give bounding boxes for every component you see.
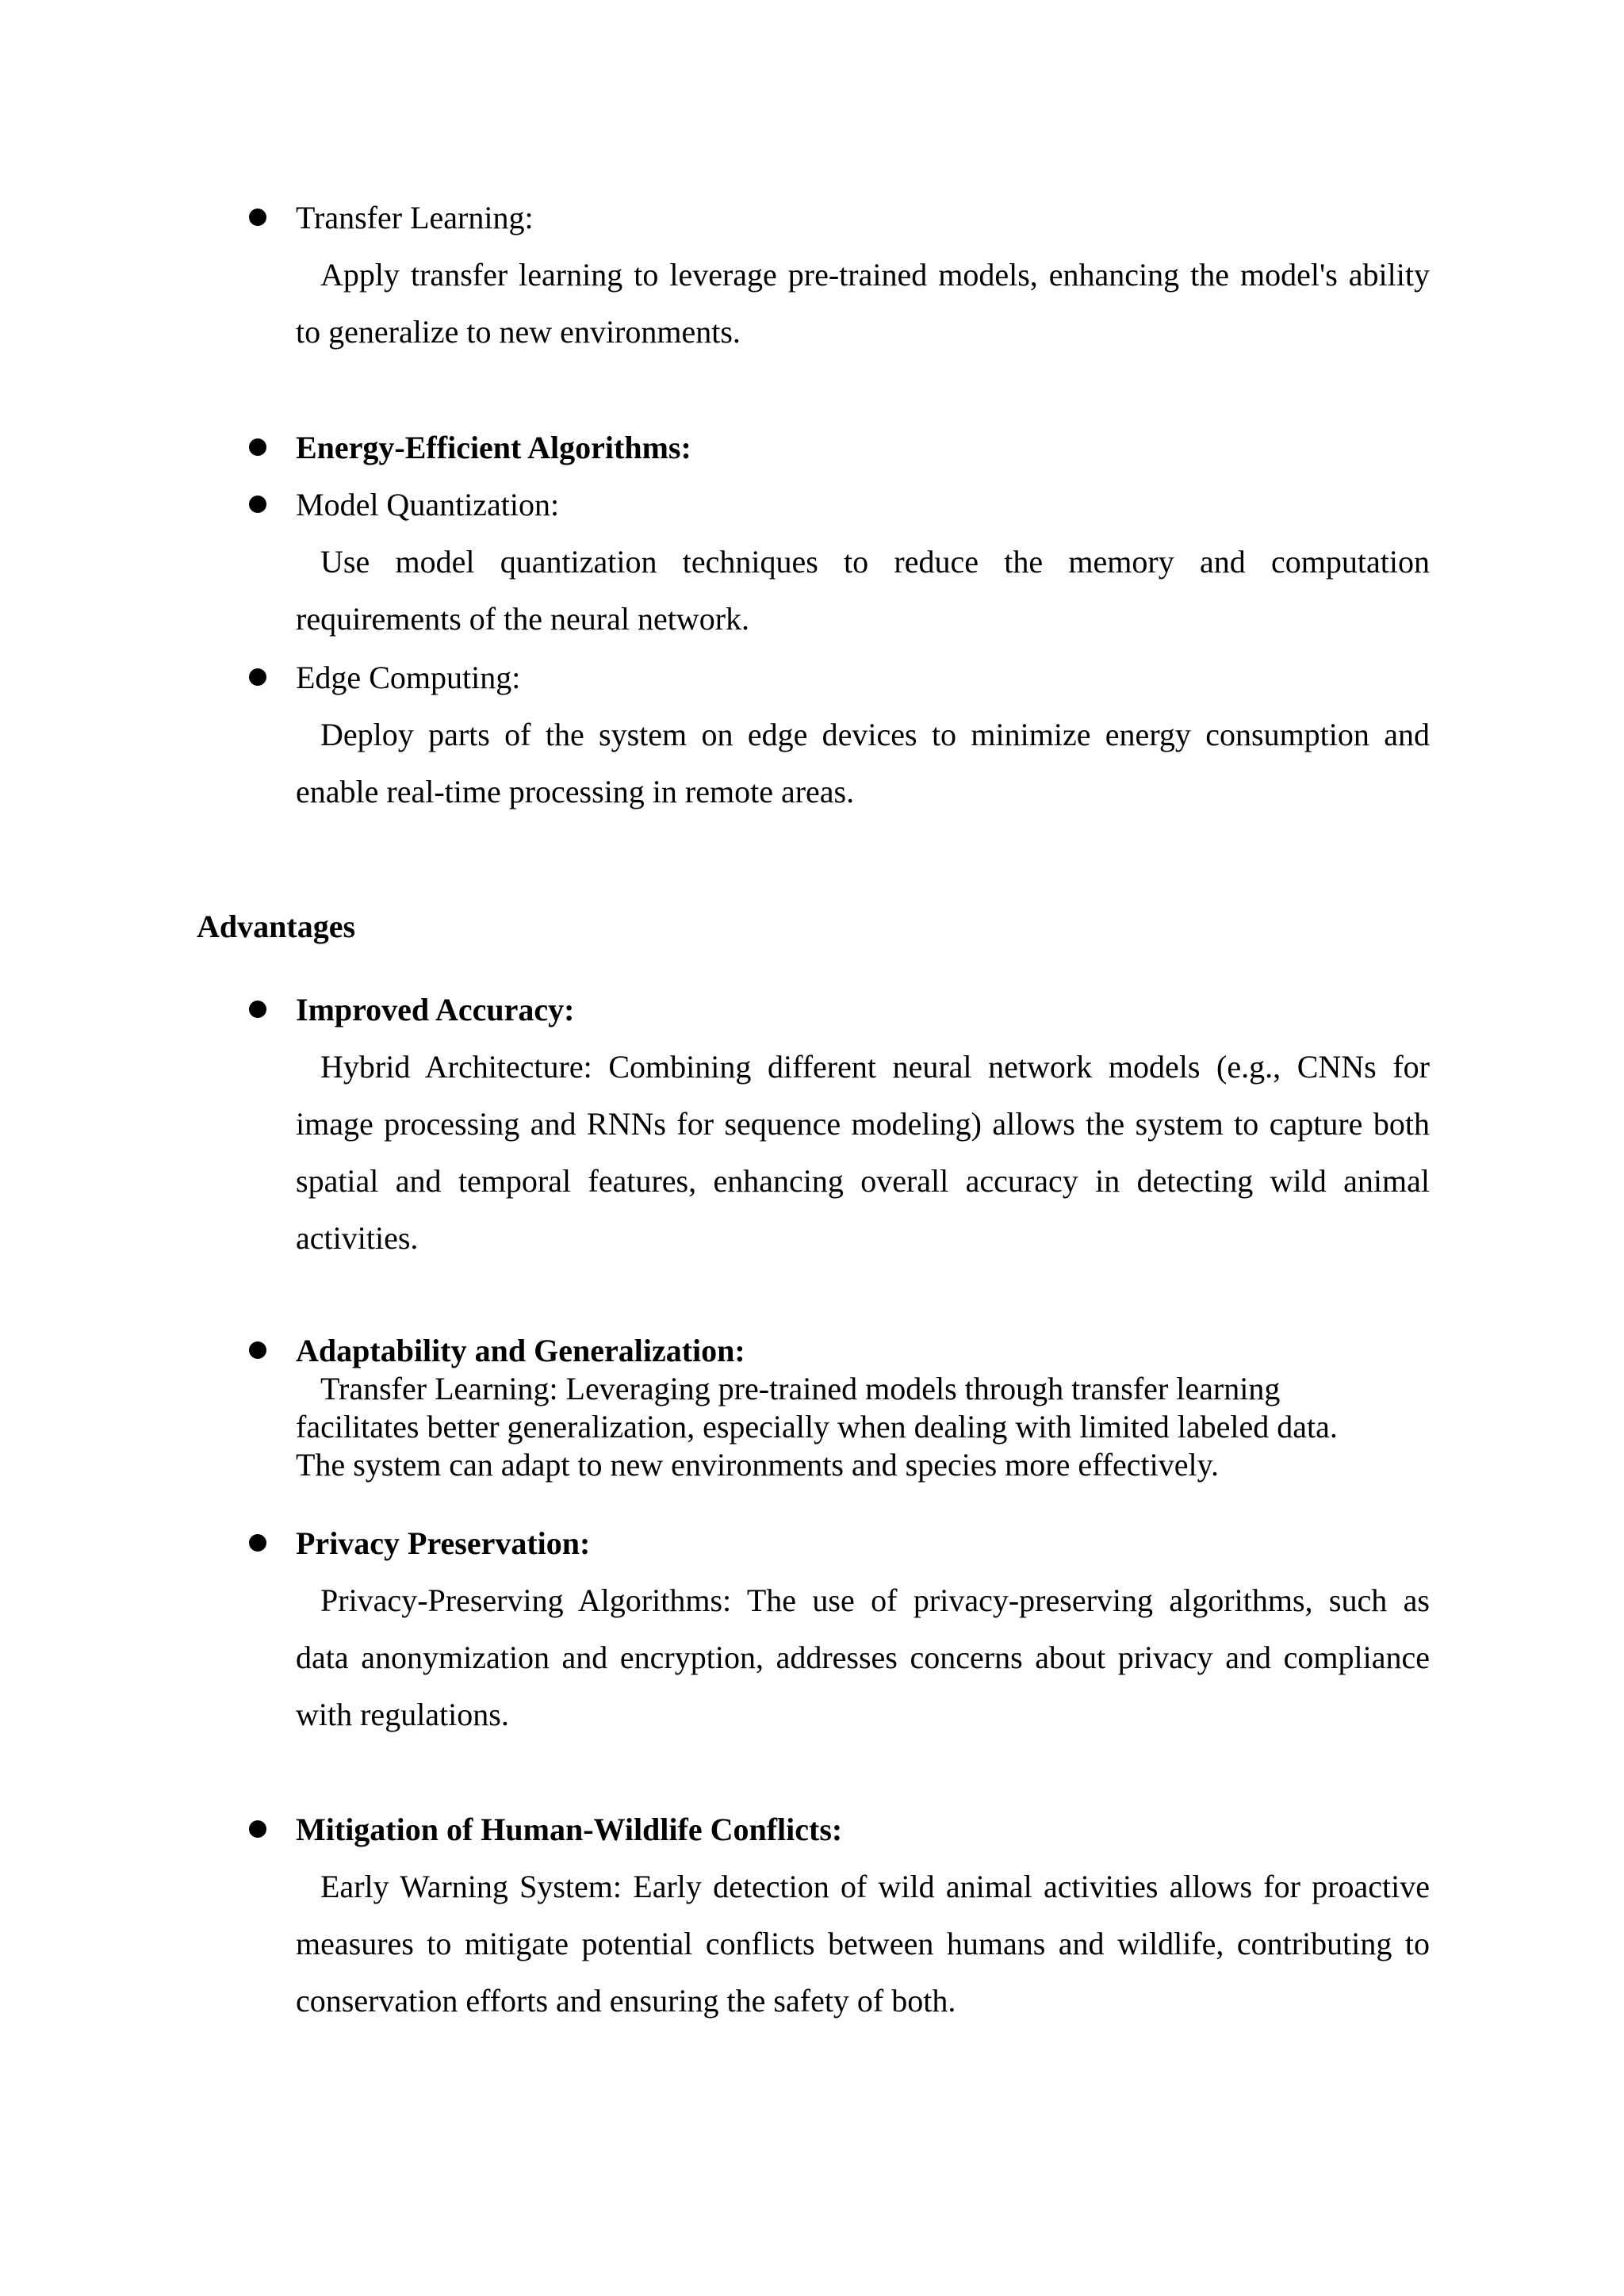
transfer-learning-title: Transfer Learning:	[296, 200, 534, 235]
transfer-learning-line-1: Apply transfer learning to leverage pre-trained models, enhancing the model's ability	[320, 257, 1430, 293]
bullet-icon	[249, 496, 266, 513]
adaptability-line-1: Transfer Learning: Leveraging pre-trained models through transfer learning	[320, 1371, 1281, 1406]
privacy-title: Privacy Preservation:	[296, 1525, 591, 1561]
mitigation-line-3: conservation efforts and ensuring the safety of both.	[296, 1983, 956, 2019]
model-quantization-line-2: requirements of the neural network.	[296, 601, 750, 637]
privacy-line-1: Privacy-Preserving Algorithms: The use of privacy-preserving algorithms, such as	[320, 1582, 1430, 1618]
bullet-icon	[249, 1534, 266, 1552]
privacy-line-3: with regulations.	[296, 1697, 509, 1732]
improved-accuracy-title: Improved Accuracy:	[296, 992, 575, 1027]
adaptability-line-3: The system can adapt to new environments and species more effectively.	[296, 1447, 1220, 1483]
edge-computing-line-2: enable real-time processing in remote areas.	[296, 774, 855, 809]
mitigation-line-2: measures to mitigate potential conflicts between humans and wildlife, contributing to	[296, 1926, 1430, 1961]
bullet-icon	[249, 1001, 266, 1018]
improved-accuracy-line-2: image processing and RNNs for sequence modeling) allows the system to capture both	[296, 1106, 1430, 1142]
model-quantization-title: Model Quantization:	[296, 487, 560, 522]
bullet-icon	[249, 1341, 266, 1359]
mitigation-title: Mitigation of Human-Wildlife Conflicts:	[296, 1812, 843, 1847]
bullet-icon	[249, 438, 266, 456]
bullet-icon	[249, 209, 266, 226]
model-quantization-line-1: Use model quantization techniques to reduce the memory and computation	[320, 544, 1430, 580]
edge-computing-title: Edge Computing:	[296, 660, 521, 695]
improved-accuracy-line-3: spatial and temporal features, enhancing overall accuracy in detecting wild animal	[296, 1163, 1430, 1199]
adaptability-line-2: facilitates better generalization, especially when dealing with limited labeled data.	[296, 1409, 1338, 1445]
improved-accuracy-line-4: activities.	[296, 1220, 419, 1256]
mitigation-line-1: Early Warning System: Early detection of wild animal activities allows for proactive	[320, 1869, 1430, 1904]
bullet-icon	[249, 1820, 266, 1838]
bullet-icon	[249, 668, 266, 686]
adaptability-title: Adaptability and Generalization:	[296, 1333, 745, 1368]
energy-efficient-title: Energy-Efficient Algorithms:	[296, 430, 691, 465]
transfer-learning-line-2: to generalize to new environments.	[296, 314, 741, 350]
advantages-heading: Advantages	[197, 909, 356, 944]
privacy-line-2: data anonymization and encryption, addresses concerns about privacy and compliance	[296, 1640, 1430, 1675]
edge-computing-line-1: Deploy parts of the system on edge devices to minimize energy consumption and	[320, 717, 1430, 752]
improved-accuracy-line-1: Hybrid Architecture: Combining different neural network models (e.g., CNNs for	[320, 1049, 1430, 1085]
